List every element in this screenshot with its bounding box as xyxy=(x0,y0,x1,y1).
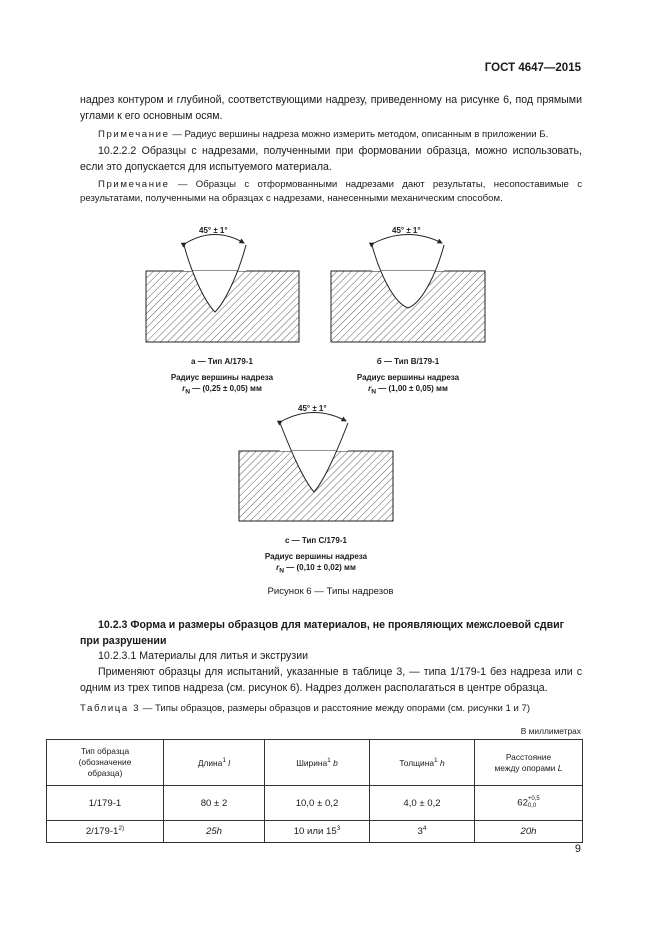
panel-b-radius-value: $r_N$ — (1,00 ± 0,05) мм xyxy=(368,384,448,396)
paragraph-10-2-2-2: 10.2.2.2 Образцы с надрезами, полученными при формовании образца, можно использовать, если это допускается для испытуемого материала. xyxy=(80,145,582,173)
note-2-label: Примечание xyxy=(98,179,170,190)
panel-b-radius-label: Радиус вершины надреза xyxy=(356,373,460,382)
table-title xyxy=(80,702,582,716)
distance-cell-1: 62 +0,5 0,0 xyxy=(475,786,583,821)
panel-c-radius-label: Радиус вершины надреза xyxy=(264,552,368,561)
panel-a-radius-value: $r_N$ — (0,25 ± 0,05) мм xyxy=(182,384,262,396)
angle-label-b: 45° ± 1° xyxy=(392,226,421,235)
note-1-label: Примечание xyxy=(98,129,170,140)
section-body: Применяют образцы для испытаний, указанные в таблице 3, — типа 1/179-1 без надреза или с одним из трех типов надреза (см. рисунок 6). Надрез должен располагаться в центре образца. xyxy=(80,666,582,694)
subsection-heading: 10.2.3.1 Материалы для литья и экструзии xyxy=(98,650,309,662)
table-header-row xyxy=(47,740,583,786)
figure-caption: Рисунок 6 — Типы надрезов xyxy=(267,586,394,597)
panel-b-title: б — Тип В/179-1 xyxy=(376,357,440,366)
panel-a-title: а — Тип А/179-1 xyxy=(191,357,253,366)
thick-cell-2: $3^4$ xyxy=(370,821,475,843)
panel-caption-a xyxy=(142,356,302,398)
note-2-text: — Образцы с отформованными надрезами дают результаты, несопоставимые с результатами, полученными на образцах с надрезами, нанесенными механическим способом. xyxy=(80,179,582,204)
document-code: ГОСТ 4647—2015 xyxy=(484,62,581,74)
angle-label-a: 45° ± 1° xyxy=(199,226,228,235)
notch-panel-c xyxy=(239,413,393,522)
table-title-label: Таблица 3 xyxy=(80,703,141,714)
notch-panel-b xyxy=(331,235,485,343)
paragraph-notch-contour: надрез контуром и глубиной, соответствующими надрезу, приведенному на рисунке 6, под прямыми углами к его основным осям. xyxy=(80,94,582,122)
table-units: В миллиметрах xyxy=(520,726,581,736)
header-type: Тип образца (обозначение образца) xyxy=(47,740,164,786)
section-heading: 10.2.3 Форма и размеры образцов для материалов, не проявляющих межслоевой сдвиг при разрушении xyxy=(80,619,565,647)
notch-panel-a xyxy=(146,235,299,343)
page-number: 9 xyxy=(574,843,581,855)
width-cell-2: 10 или $15^3$ xyxy=(265,821,370,843)
panel-a-radius-label: Радиус вершины надреза xyxy=(170,373,274,382)
panel-c-title: с — Тип С/179-1 xyxy=(285,536,347,545)
panel-caption-b xyxy=(328,356,488,398)
panel-c-radius-value: $r_N$ — (0,10 ± 0,02) мм xyxy=(276,563,356,575)
header-width: Ширина$^1$ b xyxy=(265,740,370,786)
panel-caption-c xyxy=(236,535,396,577)
table-3 xyxy=(46,739,583,843)
table-title-text: — Типы образцов, размеры образцов и расстояние между опорами (см. рисунки 1 и 7) xyxy=(140,703,531,714)
header-thickness: Толщина$^1$ h xyxy=(370,740,475,786)
table-row: 1/179-1 80 ± 2 10,0 ± 0,2 4,0 ± 0,2 62 +0,5 0,0 xyxy=(47,786,583,821)
table-row: 2/179-1$^{2)}$ 25h 10 или $15^3$ $3^4$ 20h xyxy=(47,821,583,843)
header-distance: Расстояние между опорами L xyxy=(475,740,583,786)
angle-label-c: 45° ± 1° xyxy=(298,404,327,413)
header-length: Длина$^1$ l xyxy=(164,740,265,786)
note-1-text: — Радиус вершины надреза можно измерить методом, описанным в приложении Б. xyxy=(169,129,549,140)
type-cell-2: 2/179-1$^{2)}$ xyxy=(47,821,164,843)
